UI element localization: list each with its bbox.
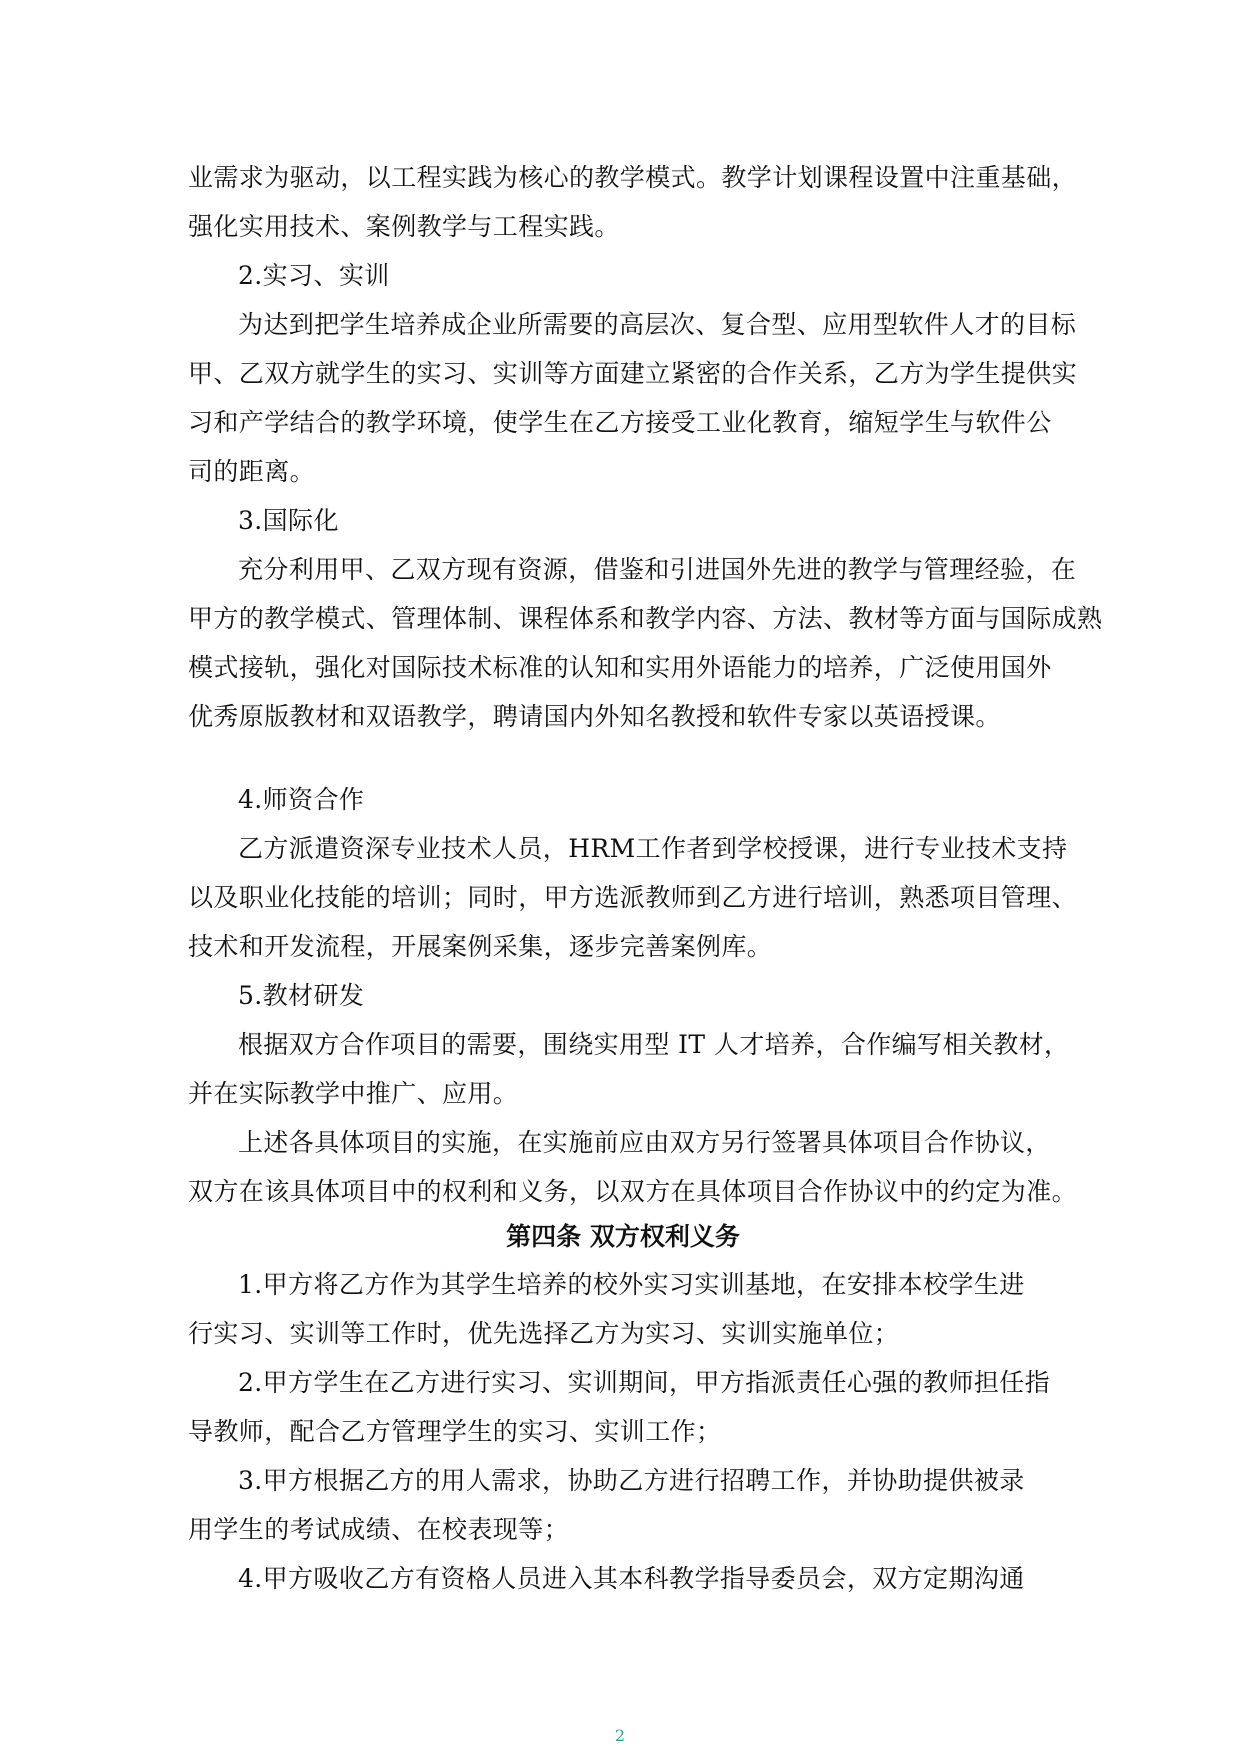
body-text-line: 行实习、实训等工作时，优先选择乙方为实习、实训实施单位；	[188, 1319, 900, 1348]
body-text-line: 为达到把学生培养成企业所需要的高层次、复合型、应用型软件人才的目标	[238, 310, 1077, 339]
body-text-line: 根据双方合作项目的需要，围绕实用型 IT 人才培养，合作编写相关教材，	[238, 1030, 1070, 1059]
body-text-line: 2.甲方学生在乙方进行实习、实训期间，甲方指派责任心强的教师担任指	[238, 1368, 1051, 1397]
body-text-line: 业需求为驱动，以工程实践为核心的教学模式。教学计划课程设置中注重基础，	[188, 163, 1078, 192]
body-text-line: 甲方的教学模式、管理体制、课程体系和教学内容、方法、教材等方面与国际成熟	[188, 604, 1103, 633]
subsection-title: 2.实习、实训	[238, 261, 390, 290]
body-text-line: 双方在该具体项目中的权利和义务，以双方在具体项目合作协议中的约定为准。	[188, 1177, 1078, 1206]
body-text-line: 4.甲方吸收乙方有资格人员进入其本科教学指导委员会，双方定期沟通	[238, 1564, 1025, 1593]
body-text-line: 导教师，配合乙方管理学生的实习、实训工作；	[188, 1417, 722, 1446]
subsection-title: 4.师资合作	[238, 785, 365, 814]
body-text-line: 上述各具体项目的实施，在实施前应由双方另行签署具体项目合作协议，	[238, 1128, 1051, 1157]
body-text-line: 技术和开发流程，开展案例采集，逐步完善案例库。	[188, 932, 773, 961]
section-heading: 第四条 双方权利义务	[506, 1222, 740, 1251]
subsection-title: 3.国际化	[238, 506, 339, 535]
body-text-line: 甲、乙双方就学生的实习、实训等方面建立紧密的合作关系，乙方为学生提供实	[188, 359, 1078, 388]
body-text-line: 习和产学结合的教学环境，使学生在乙方接受工业化教育，缩短学生与软件公	[188, 408, 1052, 437]
body-text-line: 强化实用技术、案例教学与工程实践。	[188, 212, 620, 241]
page-number: 2	[614, 1726, 626, 1745]
body-text-line: 司的距离。	[188, 457, 316, 486]
body-text-line: 1.甲方将乙方作为其学生培养的校外实习实训基地，在安排本校学生进	[238, 1270, 1025, 1299]
body-text-line: 充分利用甲、乙双方现有资源，借鉴和引进国外先进的教学与管理经验，在	[238, 555, 1077, 584]
body-text-line: 用学生的考试成绩、在校表现等；	[188, 1515, 570, 1544]
body-text-line: 3.甲方根据乙方的用人需求，协助乙方进行招聘工作，并协助提供被录	[238, 1466, 1025, 1495]
body-text-line: 乙方派遣资深专业技术人员，HRM工作者到学校授课，进行专业技术支持	[238, 834, 1068, 863]
body-text-line: 优秀原版教材和双语教学，聘请国内外知名教授和软件专家以英语授课。	[188, 702, 1001, 731]
body-text-line: 模式接轨，强化对国际技术标准的认知和实用外语能力的培养，广泛使用国外	[188, 653, 1052, 682]
body-text-line: 以及职业化技能的培训；同时，甲方选派教师到乙方进行培训，熟悉项目管理、	[188, 883, 1078, 912]
body-text-line: 并在实际教学中推广、应用。	[188, 1079, 519, 1108]
subsection-title: 5.教材研发	[238, 981, 365, 1010]
